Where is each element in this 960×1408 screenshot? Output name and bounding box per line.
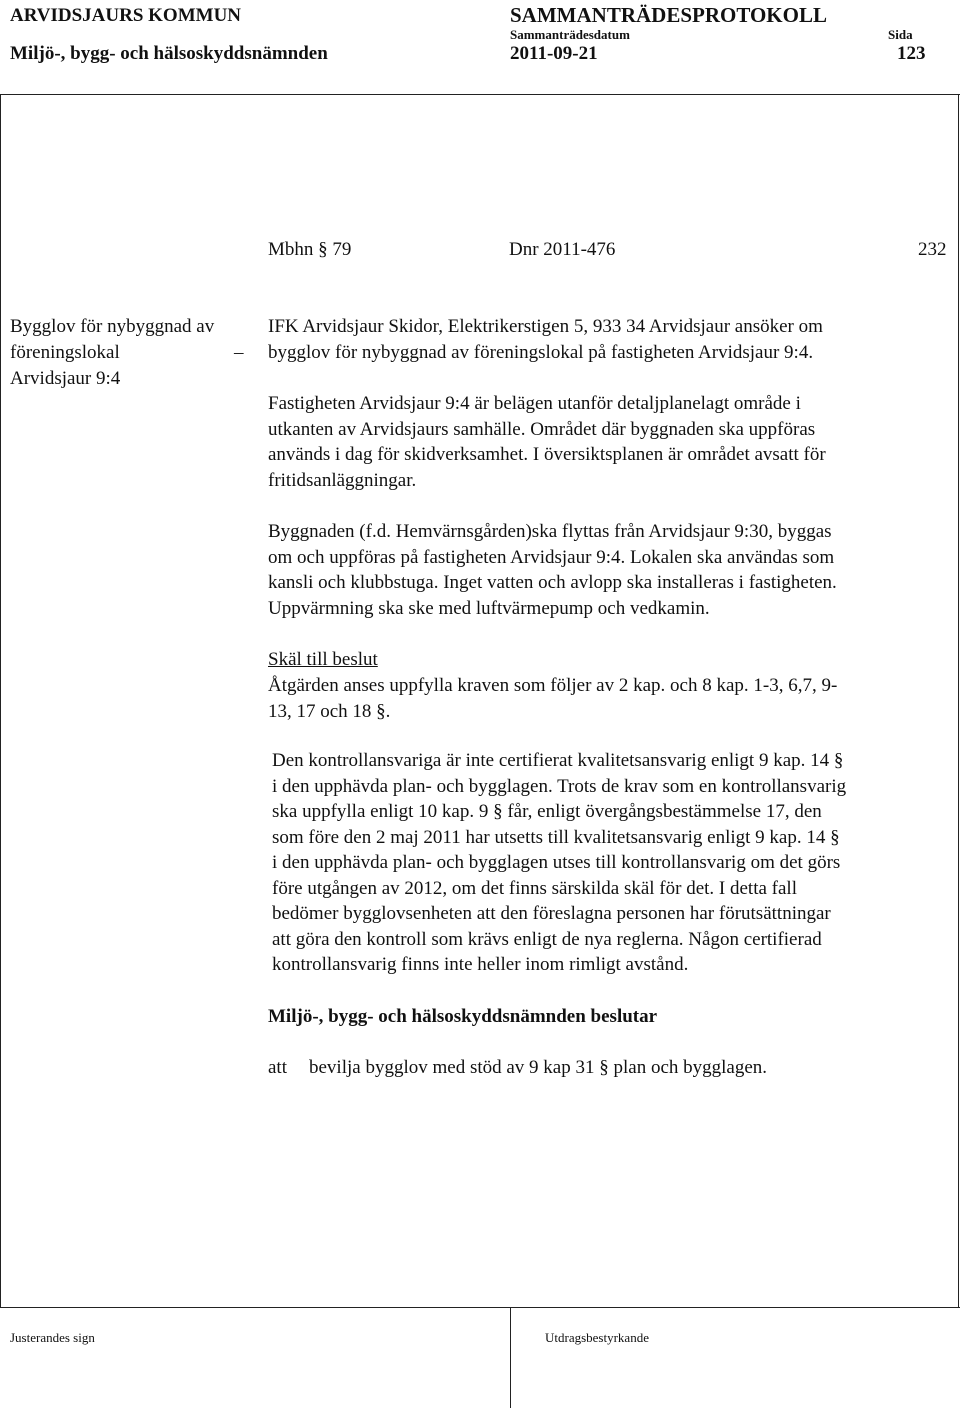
page-label: Sida [888, 27, 913, 42]
paragraph-building [268, 519, 837, 621]
left-rule [0, 95, 1, 1308]
committee-name: Miljö-, bygg- och hälsoskyddsnämnden [10, 43, 328, 64]
reason-heading: Skäl till beslut [268, 649, 378, 670]
text-line: ska uppfylla enligt 10 kap. 9 § får, enligt övergångsbestämmelse 17, den [272, 801, 822, 822]
date-label: Sammanträdesdatum [510, 27, 630, 42]
text-line: utkanten av Arvidsjaurs samhälle. Området där byggnaden ska uppföras [268, 418, 816, 440]
text-line: bedömer bygglovsenheten att den föreslagna personen har förutsättningar [272, 903, 831, 924]
item-code: 232 [918, 239, 947, 260]
text-line: Fastigheten Arvidsjaur 9:4 är belägen utanför detaljplanelagt område i [268, 393, 801, 414]
footer-rule [0, 1307, 960, 1308]
sidebar-title-line2: föreningslokal [10, 342, 120, 363]
text-line: i den upphävda plan- och bygglagen. Trots de krav som en kontrollansvarig [272, 775, 847, 797]
paragraph-application [268, 314, 823, 365]
text-line: IFK Arvidsjaur Skidor, Elektrikerstigen 5, 933 34 Arvidsjaur ansöker om [268, 316, 823, 337]
sidebar-title-dash: – [234, 342, 244, 363]
item-dnr: Dnr 2011-476 [509, 239, 616, 260]
text-line: fritidsanläggningar. [268, 469, 417, 491]
text-line: kontrollansvarig finns inte heller inom rimligt avstånd. [272, 954, 689, 975]
footer-certify: Utdragsbestyrkande [545, 1330, 649, 1345]
decision-att: att [268, 1057, 287, 1078]
text-line: Uppvärmning ska ske med luftvärmepump och vedkamin. [268, 597, 710, 619]
doc-type: SAMMANTRÄDESPROTOKOLL [510, 3, 827, 27]
text-line: används i dag för skidverksamhet. I översiktsplanen är området avsatt för [268, 444, 826, 465]
decision-text: bevilja bygglov med stöd av 9 kap 31 § plan och bygglagen. [309, 1057, 768, 1078]
org-name: ARVIDSJAURS KOMMUN [10, 5, 242, 26]
text-line: bygglov för nybyggnad av föreningslokal på fastigheten Arvidsjaur 9:4. [268, 341, 814, 363]
meeting-date: 2011-09-21 [510, 43, 598, 64]
text-line: Byggnaden (f.d. Hemvärnsgården)ska flyttas från Arvidsjaur 9:30, byggas [268, 521, 832, 542]
text-line: som före den 2 maj 2011 har utsetts till kvalitetsansvarig enligt 9 kap. 14 § [272, 826, 840, 848]
text-line: Åtgärden anses uppfylla kraven som följer av 2 kap. och 8 kap. 1-3, 6,7, 9- [268, 675, 838, 696]
sidebar-title-line3: Arvidsjaur 9:4 [10, 368, 121, 389]
paragraph-property [268, 391, 826, 493]
sidebar-title-line1: Bygglov för nybyggnad av [10, 316, 215, 337]
footer-sign: Justerandes sign [10, 1330, 95, 1345]
text-line: om och uppföras på fastigheten Arvidsjaur 9:4. Lokalen ska användas som [268, 546, 835, 568]
decision-heading: Miljö-, bygg- och hälsoskyddsnämnden beslutar [268, 1006, 658, 1027]
footer-divider [510, 1307, 511, 1408]
text-line: 13, 17 och 18 §. [268, 700, 391, 722]
paragraph-reason [268, 673, 837, 724]
text-line: att göra den kontroll som krävs enligt de nya reglerna. Någon certifierad [272, 928, 822, 950]
paragraph-control [272, 748, 846, 978]
item-id: Mbhn § 79 [268, 239, 352, 260]
text-line: Den kontrollansvariga är inte certifierat kvalitetsansvarig enligt 9 kap. 14 § [272, 750, 844, 771]
text-line: före utgången av 2012, om det finns särskilda skäl för det. I detta fall [272, 877, 797, 899]
header-rule [0, 94, 960, 95]
text-line: i den upphävda plan- och bygglagen utses till kontrollansvarig om det görs [272, 852, 841, 873]
text-line: kansli och klubbstuga. Inget vatten och avlopp ska installeras i fastigheten. [268, 572, 837, 593]
right-rule [958, 95, 959, 1308]
page-number: 123 [897, 43, 926, 64]
